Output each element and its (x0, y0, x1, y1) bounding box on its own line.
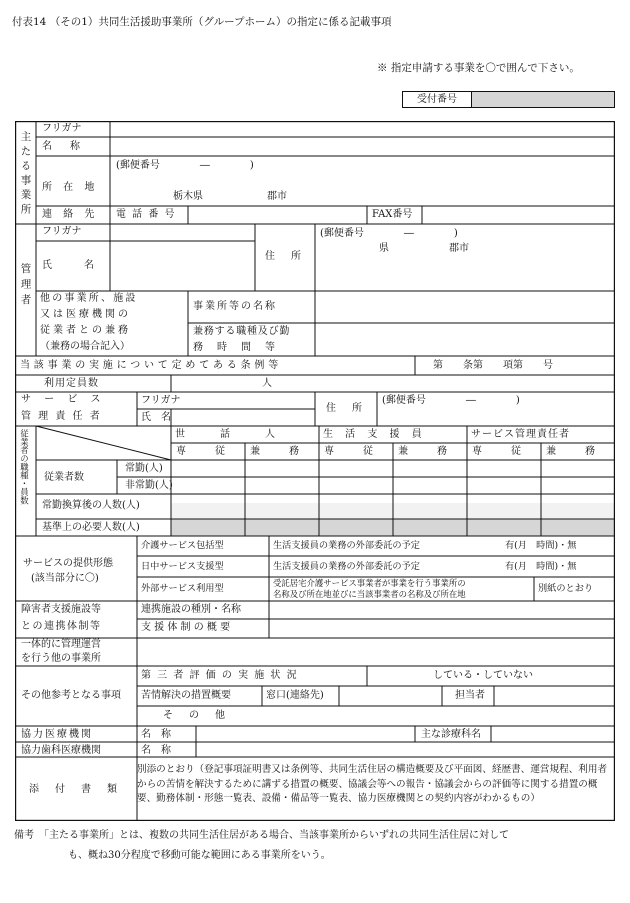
main-office-address-label: 所 在 地 (42, 182, 99, 193)
staff-support-part: 兼 務 (398, 446, 450, 457)
medical-name-label: 名 称 (141, 729, 171, 740)
cooperation-label1: 障害者支援施設等 (21, 604, 101, 615)
manager-role-line1: 兼務する職種及び勤 (193, 326, 291, 337)
staff-col-svc: サービス管理責任者 (471, 429, 570, 440)
others-other-label: そ の 他 (163, 710, 228, 721)
staff-standard-label: 基準上の必要人数(人) (42, 522, 140, 533)
attachment-text: 別添のとおり（登記事項証明書又は条例等、共同生活住居の構造概要及び平面図、経歴書、運営規程、利用者からの苦情を解決するために講ずる措置の概要、協議会等への報告・協議会からの評価等に関する措置の概要、勤務体制・形態一覧表、設備・備品等一覧表、協力医療機関との契約内容がわかるもの） (137, 764, 608, 804)
cooperation-system-label: 支 援 体 制 の 概 要 (141, 622, 231, 633)
manager-address-label: 住 所 (265, 251, 304, 262)
staff-svc-part: 兼 務 (546, 446, 598, 457)
service-form-desc-1: 生活支援員の業務の外部委託の予定 (273, 561, 420, 572)
service-form-type-1: 日中サービス支援型 (141, 561, 224, 572)
service-form-desc-0: 生活支援員の業務の外部委託の予定 (273, 540, 420, 551)
staff-col-support: 生 活 支 援 員 (323, 429, 427, 440)
svc-manager-name-label: 氏 名 (141, 412, 171, 423)
form-title: 付表14 （その1）共同生活援助事業所（グループホーム）の指定に係る記載事項 (12, 16, 392, 28)
dental-name-label: 名 称 (141, 745, 171, 756)
svc-manager-line1: サ ー ビ ス (21, 394, 106, 405)
cooperation-type-label: 連携施設の種別・名称 (141, 604, 241, 615)
integrated-line1: 一体的に管理運営 (21, 639, 101, 650)
staff-worldman-part: 兼 務 (250, 446, 302, 457)
svc-manager-furigana-label: フリガナ (141, 395, 181, 406)
main-office-pref: 栃木県 (173, 191, 203, 202)
manager-postal: (郵便番号 ― ) (320, 228, 458, 239)
manager-furigana-label: フリガナ (42, 226, 82, 237)
main-office-city: 郡市 (267, 191, 287, 202)
receipt-number-box (402, 91, 615, 108)
others-complaint-label: 苦情解決の措置概要 (141, 690, 231, 701)
others-label: その他参考となる事項 (21, 690, 121, 701)
ordinance-value: 第 条第 項第 号 (433, 360, 553, 371)
svc-manager-line2: 管 理 責 任 者 (21, 411, 102, 422)
service-form-type-0: 介護サービス包括型 (141, 540, 224, 551)
staff-svc-full: 専 従 (472, 446, 524, 457)
staff-parttime-label: 非常勤(人) (125, 480, 173, 491)
manager-city: 郡市 (449, 243, 469, 254)
main-office-furigana-label: フリガナ (42, 123, 82, 134)
instruction-note: ※ 指定申請する事業を〇で囲んで下さい。 (377, 62, 580, 74)
main-office-postal: (郵便番号 ― ) (116, 160, 254, 171)
receipt-number-field[interactable] (472, 92, 614, 107)
service-form-type-2: 外部サービス利用型 (141, 583, 224, 594)
staff-worldman-full: 専 従 (176, 446, 228, 457)
service-form-value-1: 有(月 時間)・無 (505, 561, 577, 572)
capacity-label: 利用定員数 (44, 378, 99, 389)
manager-name-label: 氏 名 (42, 260, 98, 271)
capacity-unit: 人 (262, 378, 272, 389)
service-form-desc-2a: 受託居宅介護サービス事業者が事業を行う事業所の (273, 578, 466, 588)
staff-support-full: 専 従 (324, 446, 376, 457)
manager-office-name-label: 事業所等の名称 (193, 301, 277, 312)
service-form-desc-2b: 名称及び所在地並びに当該事業者の名称及び所在地 (273, 589, 466, 599)
svc-manager-postal: (郵便番号 ― ) (382, 395, 520, 406)
others-window-label: 窓口(連絡先) (266, 690, 324, 701)
main-office-fax-label: FAX番号 (372, 209, 413, 220)
manager-dual-line3: 従業者との兼務 (40, 325, 131, 336)
manager-pref: 県 (379, 243, 389, 254)
staff-col-worldman: 世 話 人 (175, 429, 280, 440)
medical-label: 協力医療機関 (21, 729, 93, 740)
cooperation-label2: との連携体制等 (21, 621, 102, 632)
medical-dept-label: 主な診療科名 (421, 729, 481, 740)
staff-fulltime-label: 常勤(人) (125, 463, 163, 474)
service-form-value-0: 有(月 時間)・無 (505, 540, 577, 551)
integrated-line2: を行う他の事業所 (21, 653, 101, 664)
manager-dual-line2: 又は医療機関の (40, 309, 131, 320)
service-form-label1: サービスの提供形態 (23, 558, 113, 569)
remark-line1: 備考 「主たる事業所」とは、複数の共同生活住居がある場合、当該事業所からいずれの共同生活住居に対して (14, 830, 509, 841)
dental-label: 協力歯科医療機関 (21, 745, 101, 756)
manager-section-label: 管理者 (19, 263, 32, 310)
staff-section-label: 従業者の職種・員数 (19, 429, 30, 505)
main-office-tel-label: 電 話 番 号 (116, 209, 177, 220)
main-office-contact-label: 連 絡 先 (42, 209, 99, 220)
manager-dual-line4: （兼務の場合記入） (40, 341, 130, 352)
manager-dual-line1: 他の事業所、施設 (40, 293, 138, 304)
others-person-label: 担当者 (455, 690, 485, 701)
attachment-label: 添 付 書 類 (29, 784, 120, 795)
svc-manager-address-label: 住 所 (326, 403, 365, 414)
staff-converted-label: 常勤換算後の人数(人) (42, 500, 140, 511)
application-form (15, 121, 615, 821)
service-form-value-2: 別紙のとおり (538, 583, 594, 594)
remark-line2: も、概ね30分程度で移動可能な範囲にある事業所をいう。 (68, 850, 331, 861)
service-form-label2: (該当部分に〇) (31, 573, 99, 584)
others-evaluation-value: している・していない (433, 670, 533, 681)
ordinance-label: 当該事業の実施について定めてある条例等 (20, 360, 282, 371)
others-evaluation-label: 第 三 者 評 価 の 実 施 状 況 (141, 670, 299, 681)
staff-count-label: 従業者数 (44, 472, 84, 483)
main-office-section-label: 主たる事業所 (19, 131, 32, 218)
receipt-number-label: 受付番号 (403, 92, 472, 107)
main-office-name-label: 名 称 (42, 141, 84, 152)
form-grid (15, 121, 615, 821)
manager-role-line2: 務 時 間 等 (193, 342, 277, 353)
